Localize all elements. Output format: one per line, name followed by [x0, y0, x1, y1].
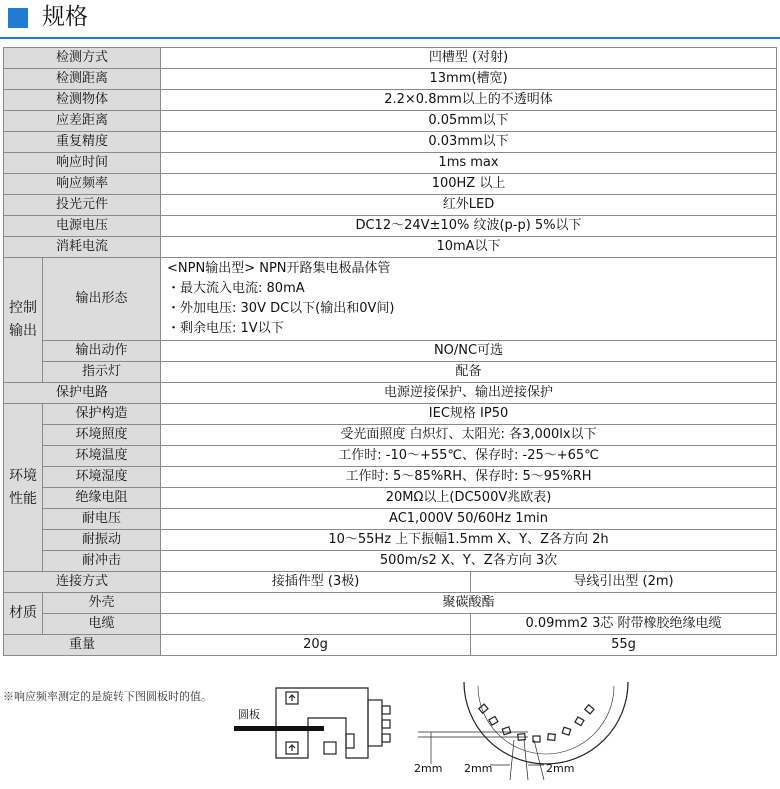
output-form-line: ・剩余电压: 1V以下	[167, 321, 284, 336]
table-row	[4, 530, 777, 551]
table-row	[4, 509, 777, 530]
table-row	[4, 216, 777, 237]
disc-slot	[479, 704, 488, 713]
row-label: 检测物体	[4, 90, 161, 111]
row-value: 电源逆接保护、输出逆接保护	[161, 383, 777, 404]
row-label: 输出动作	[43, 341, 161, 362]
row-label: 响应频率	[4, 174, 161, 195]
disc-slot	[585, 705, 594, 714]
table-row	[4, 593, 777, 614]
table-row	[4, 404, 777, 425]
dimension-label-right: 2mm	[546, 762, 575, 775]
row-value: 0.03mm以下	[161, 132, 777, 153]
disc-slot	[562, 727, 571, 735]
table-row	[4, 425, 777, 446]
row-value: 500m/s2 X、Y、Z各方向 3次	[161, 551, 777, 572]
row-value: AC1,000V 50/60Hz 1min	[161, 509, 777, 530]
table-row	[4, 551, 777, 572]
row-value: NO/NC可选	[161, 341, 777, 362]
row-value: 工作时: -10～+55℃、保存时: -25～+65℃	[161, 446, 777, 467]
sensor-slot-mark	[346, 734, 354, 748]
plate-label: 圆板	[238, 708, 260, 721]
disc-plate	[234, 726, 324, 731]
row-label: 耐电压	[43, 509, 161, 530]
row-value-connector	[161, 614, 471, 635]
row-label: 连接方式	[4, 572, 161, 593]
row-value: IEC规格 IP50	[161, 404, 777, 425]
row-value: 100HZ 以上	[161, 174, 777, 195]
table-row	[4, 258, 777, 341]
output-form-value	[161, 258, 777, 341]
row-value: 13mm(槽宽)	[161, 69, 777, 90]
row-label: 保护电路	[4, 383, 161, 404]
measurement-diagram	[228, 680, 780, 785]
row-label: 指示灯	[43, 362, 161, 383]
disc-slot	[575, 717, 584, 726]
row-label: 电源电压	[4, 216, 161, 237]
sensor-pin	[382, 706, 390, 714]
sensor-pin	[382, 734, 390, 742]
dimension-label-left: 2mm	[414, 762, 443, 775]
disc-detail	[418, 682, 628, 780]
row-value: 0.05mm以下	[161, 111, 777, 132]
row-label: 保护构造	[43, 404, 161, 425]
disc-inner-arc	[478, 686, 614, 754]
row-label: 输出形态	[43, 258, 161, 341]
section-marker-icon	[8, 8, 28, 28]
row-label: 检测方式	[4, 48, 161, 69]
spec-table	[3, 47, 777, 656]
disc-slot	[502, 727, 511, 735]
table-row	[4, 614, 777, 635]
dimension-line	[418, 732, 528, 737]
output-form-line: <NPN输出型> NPN开路集电极晶体管	[167, 261, 391, 276]
table-row	[4, 48, 777, 69]
group-label-control: 控制输出	[4, 258, 43, 383]
header-divider	[0, 37, 780, 39]
sensor-mount-window	[324, 742, 336, 754]
section-title: 规格	[42, 4, 88, 30]
disc-slot	[489, 716, 498, 725]
row-label: 耐冲击	[43, 551, 161, 572]
table-row	[4, 446, 777, 467]
table-row	[4, 153, 777, 174]
diagram-svg	[228, 680, 780, 785]
row-label: 绝缘电阻	[43, 488, 161, 509]
row-value: 配备	[161, 362, 777, 383]
arrow-up-icon	[289, 745, 295, 751]
row-label: 环境照度	[43, 425, 161, 446]
row-value: DC12～24V±10% 纹波(p-p) 5%以下	[161, 216, 777, 237]
dimension-label-mid: 2mm	[464, 762, 493, 775]
table-row	[4, 572, 777, 593]
row-label: 外壳	[43, 593, 161, 614]
row-label: 响应时间	[4, 153, 161, 174]
dimension-line	[510, 740, 544, 780]
row-value: 2.2×0.8mm以上的不透明体	[161, 90, 777, 111]
footnote: ※响应频率测定的是旋转下图圆板时的值。	[3, 690, 212, 703]
sensor-connector	[368, 700, 382, 746]
table-row	[4, 467, 777, 488]
table-row	[4, 69, 777, 90]
sensor-drawing	[276, 688, 390, 758]
table-row	[4, 362, 777, 383]
sensor-pin	[382, 720, 390, 728]
table-row	[4, 195, 777, 216]
row-label: 检测距离	[4, 69, 161, 90]
row-value: 10mA以下	[161, 237, 777, 258]
row-value: 10～55Hz 上下振幅1.5mm X、Y、Z各方向 2h	[161, 530, 777, 551]
table-row	[4, 174, 777, 195]
table-row	[4, 488, 777, 509]
row-value: 1ms max	[161, 153, 777, 174]
row-value: 红外LED	[161, 195, 777, 216]
row-label: 应差距离	[4, 111, 161, 132]
row-value-lead: 55g	[471, 635, 777, 656]
row-label: 电缆	[43, 614, 161, 635]
table-row	[4, 237, 777, 258]
row-label: 环境湿度	[43, 467, 161, 488]
row-label: 投光元件	[4, 195, 161, 216]
row-label: 重复精度	[4, 132, 161, 153]
row-value: 工作时: 5～85%RH、保存时: 5～95%RH	[161, 467, 777, 488]
row-value-lead: 导线引出型 (2m)	[471, 572, 777, 593]
table-row	[4, 635, 777, 656]
row-value-connector: 20g	[161, 635, 471, 656]
table-row	[4, 132, 777, 153]
row-value: 凹槽型 (对射)	[161, 48, 777, 69]
row-value: 聚碳酸酯	[161, 593, 777, 614]
arrow-up-icon	[289, 695, 295, 701]
table-row	[4, 383, 777, 404]
group-label-material: 材质	[4, 593, 43, 635]
row-label: 消耗电流	[4, 237, 161, 258]
table-row	[4, 111, 777, 132]
table-row	[4, 90, 777, 111]
row-value: 20MΩ以上(DC500V兆欧表)	[161, 488, 777, 509]
disc-slot	[548, 734, 556, 741]
group-label-environment: 环境性能	[4, 404, 43, 572]
row-value-lead: 0.09mm2 3芯 附带橡胶绝缘电缆	[471, 614, 777, 635]
row-label: 环境温度	[43, 446, 161, 467]
section-header	[0, 0, 780, 40]
output-form-line: ・外加电压: 30V DC以下(输出和0V间)	[167, 301, 395, 316]
row-value: 受光面照度 白炽灯、太阳光: 各3,000lx以下	[161, 425, 777, 446]
table-row	[4, 341, 777, 362]
output-form-line: ・最大流入电流: 80mA	[167, 281, 305, 296]
row-label: 重量	[4, 635, 161, 656]
row-value-connector: 接插件型 (3极)	[161, 572, 471, 593]
row-label: 耐振动	[43, 530, 161, 551]
